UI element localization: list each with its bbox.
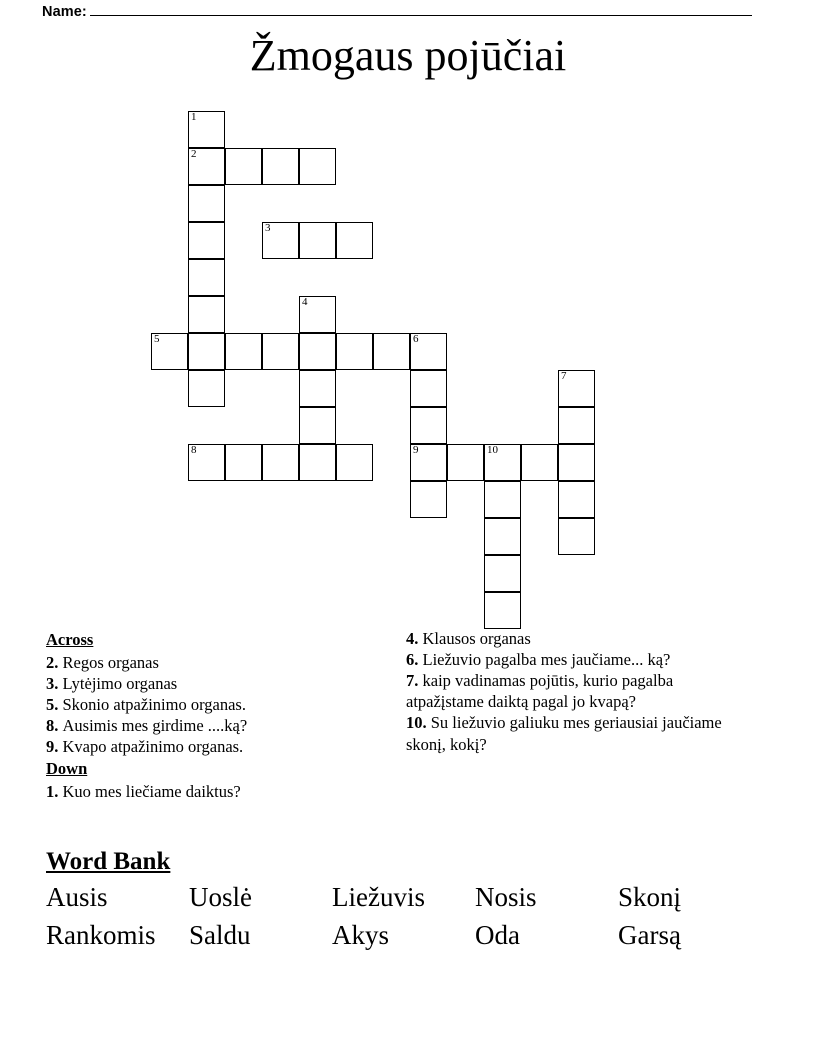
crossword-cell[interactable]: [299, 370, 336, 407]
cell-number: 8: [191, 444, 197, 456]
crossword-cell[interactable]: [188, 185, 225, 222]
clue-item: [406, 670, 751, 712]
word-bank-word[interactable]: Nosis: [475, 881, 537, 912]
crossword-cell[interactable]: [299, 222, 336, 259]
crossword-cell[interactable]: [558, 370, 595, 407]
crossword-cell[interactable]: [558, 444, 595, 481]
clue-item: [406, 628, 751, 649]
crossword-cell[interactable]: [262, 148, 299, 185]
word-bank: [46, 848, 766, 954]
crossword-cell[interactable]: [188, 333, 225, 370]
name-label: Name:: [42, 4, 87, 20]
word-bank-word[interactable]: Garsą: [618, 919, 681, 950]
crossword-cell[interactable]: [336, 222, 373, 259]
clue-item: [46, 694, 396, 715]
cell-number: 1: [191, 111, 197, 123]
cell-number: 4: [302, 296, 308, 308]
cell-number: 9: [413, 444, 419, 456]
clue-item: [406, 649, 751, 670]
word-bank-row: [46, 878, 766, 916]
clue-number: 10.: [406, 713, 431, 733]
crossword-cell[interactable]: [188, 259, 225, 296]
cell-number: 3: [265, 222, 271, 234]
cell-number: 2: [191, 148, 197, 160]
word-bank-word[interactable]: Rankomis: [46, 919, 156, 950]
word-bank-row: [46, 916, 766, 954]
clue-text: Kuo mes liečiame daiktus?: [62, 782, 241, 802]
cell-number: 7: [561, 370, 567, 382]
clue-number: 6.: [406, 650, 423, 670]
crossword-cell[interactable]: [410, 407, 447, 444]
clue-text: Ausimis mes girdime ....ką?: [62, 716, 248, 736]
cell-number: 5: [154, 333, 160, 345]
crossword-cell[interactable]: [299, 333, 336, 370]
word-bank-word[interactable]: Saldu: [189, 919, 251, 950]
word-bank-word[interactable]: Skonį: [618, 881, 682, 912]
clue-heading-down: Down: [46, 759, 88, 779]
cell-number: 10: [487, 444, 498, 456]
clue-item: [46, 673, 396, 694]
crossword-cell[interactable]: [484, 481, 521, 518]
clue-heading-across: Across: [46, 630, 94, 649]
clue-text: Su liežuvio galiuku mes geriausiai jaučiame skonį, kokį?: [406, 713, 722, 754]
crossword-cell[interactable]: [299, 407, 336, 444]
crossword-cell[interactable]: [225, 444, 262, 481]
clue-text: Lytėjimo organas: [62, 674, 178, 694]
crossword-cell[interactable]: [188, 111, 225, 148]
name-input-line[interactable]: [90, 2, 752, 16]
clue-number: 2.: [46, 652, 63, 672]
crossword-cell[interactable]: [373, 333, 410, 370]
crossword-cell[interactable]: [299, 296, 336, 333]
crossword-cell[interactable]: [410, 370, 447, 407]
word-bank-word[interactable]: Oda: [475, 919, 520, 950]
clue-number: 1.: [46, 782, 63, 802]
crossword-cell[interactable]: [410, 444, 447, 481]
clue-item: [46, 652, 396, 673]
clue-item: [46, 715, 396, 736]
clue-text: Liežuvio pagalba mes jaučiame... ką?: [422, 650, 671, 670]
word-bank-word[interactable]: Akys: [332, 919, 390, 950]
crossword-cell[interactable]: [262, 222, 299, 259]
crossword-cell[interactable]: [484, 555, 521, 592]
clue-number: 3.: [46, 674, 63, 694]
crossword-cell[interactable]: [336, 444, 373, 481]
crossword-cell[interactable]: [484, 592, 521, 629]
crossword-cell[interactable]: [188, 296, 225, 333]
clue-item: [46, 736, 396, 757]
word-bank-word[interactable]: Uoslė: [189, 881, 252, 912]
crossword-cell[interactable]: [188, 222, 225, 259]
crossword-cell[interactable]: [484, 444, 521, 481]
clue-number: 8.: [46, 716, 63, 736]
crossword-cell[interactable]: [410, 333, 447, 370]
word-bank-title: Word Bank: [46, 848, 171, 875]
clue-text: Regos organas: [62, 652, 159, 672]
name-field-row: [42, 2, 752, 20]
clue-text: Skonio atpažinimo organas.: [62, 695, 246, 715]
word-bank-word[interactable]: Ausis: [46, 881, 108, 912]
clue-text: kaip vadinamas pojūtis, kurio pagalba atpažįstame daiktą pagal jo kvapą?: [406, 671, 674, 712]
clues-column-right: [406, 628, 751, 755]
crossword-cell[interactable]: [558, 518, 595, 555]
word-bank-word[interactable]: Liežuvis: [332, 881, 425, 912]
cell-number: 6: [413, 333, 419, 345]
clues-section: [0, 628, 816, 818]
crossword-cell[interactable]: [410, 481, 447, 518]
crossword-cell[interactable]: [151, 333, 188, 370]
page-title: Žmogaus pojūčiai: [249, 31, 567, 80]
crossword-cell[interactable]: [558, 481, 595, 518]
crossword-cell[interactable]: [484, 518, 521, 555]
crossword-cell[interactable]: [299, 444, 336, 481]
crossword-cell[interactable]: [262, 444, 299, 481]
clue-item: [406, 712, 751, 754]
word-bank-rows: [46, 878, 766, 955]
clue-text: Kvapo atpažinimo organas.: [62, 737, 244, 757]
crossword-cell[interactable]: [299, 148, 336, 185]
crossword-cell[interactable]: [188, 444, 225, 481]
crossword-cell[interactable]: [447, 444, 484, 481]
crossword-cell[interactable]: [521, 444, 558, 481]
crossword-cell[interactable]: [188, 148, 225, 185]
crossword-cell[interactable]: [336, 333, 373, 370]
crossword-cell[interactable]: [188, 370, 225, 407]
crossword-cell[interactable]: [225, 148, 262, 185]
clue-number: 4.: [406, 629, 423, 648]
clues-column-left: [46, 628, 396, 803]
crossword-cell[interactable]: [262, 333, 299, 370]
clue-item: [46, 781, 396, 802]
crossword-cell[interactable]: [225, 333, 262, 370]
clue-text: Klausos organas: [422, 629, 531, 648]
clue-number: 7.: [406, 671, 423, 691]
clue-number: 9.: [46, 737, 63, 757]
crossword-cell[interactable]: [558, 407, 595, 444]
clue-number: 5.: [46, 695, 63, 715]
